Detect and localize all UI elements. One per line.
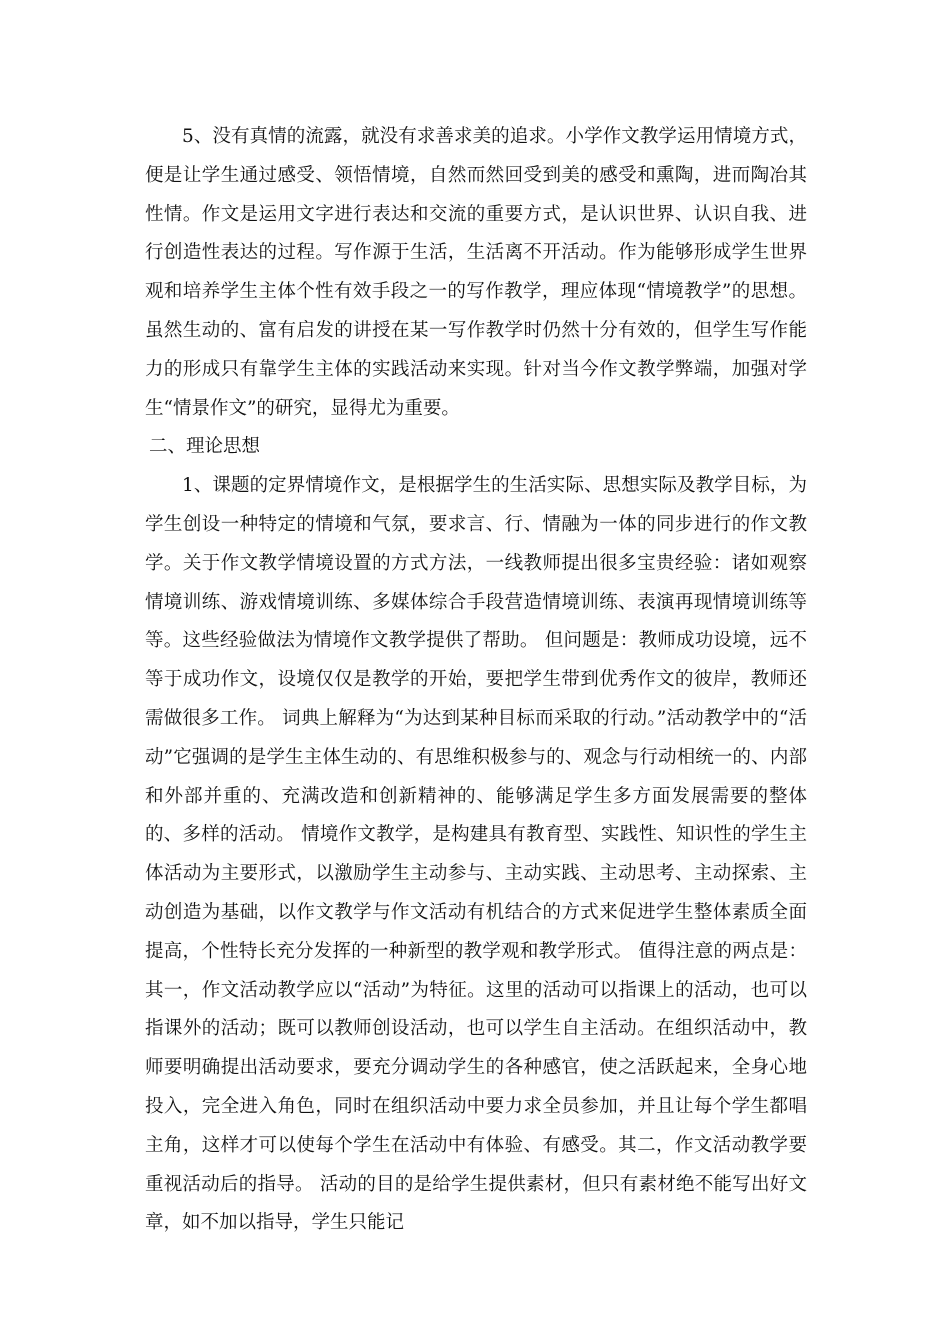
- paragraph-1: 1、课题的定界情境作文，是根据学生的生活实际、思想实际及教学目标，为学生创设一种特定的情境和气氛，要求言、行、情融为一体的同步进行的作文教学。关于作文教学情境设置的方式方法，一线教师提出很多宝贵经验：诸如观察情境训练、游戏情境训练、多媒体综合手段营造情境训练、表演再现情境训练等等。这些经验做法为情境作文教学提供了帮助。 但问题是：教师成功设境，远不等于成功作文，设境仅仅是教学的开始，要把学生带到优秀作文的彼岸，教师还需做很多工作。 词典上解释为“为达到某种目标而采取的行动。”活动教学中的“活动”它强调的是学生主体生动的、有思维积极参与的、观念与行动相统一的、内部和外部并重的、充满改造和创新精神的、能够满足学生多方面发展需要的整体的、多样的活动。 情境作文教学，是构建具有教育型、实践性、知识性的学生主体活动为主要形式，以激励学生主动参与、主动实践、主动思考、主动探索、主动创造为基础，以作文教学与作文活动有机结合的方式来促进学生整体素质全面提高，个性特长充分发挥的一种新型的教学观和教学形式。 值得注意的两点是：其一，作文活动教学应以“活动”为特征。这里的活动可以指课上的活动，也可以指课外的活动；既可以教师创设活动，也可以学生自主活动。在组织活动中，教师要明确提出活动要求，要充分调动学生的各种感官，使之活跃起来，全身心地投入，完全进入角色，同时在组织活动中要力求全员参加，并且让每个学生都唱主角，这样才可以使每个学生在活动中有体验、有感受。其二，作文活动教学要重视活动后的指导。 活动的目的是给学生提供素材，但只有素材绝不能写出好文章，如不加以指导，学生只能记: [145, 475, 807, 1234]
- section-heading: 二、理论思想: [149, 436, 261, 458]
- paragraph-5: 5、没有真情的流露，就没有求善求美的追求。小学作文教学运用情境方式，便是让学生通过感受、领悟情境，自然而然回受到美的感受和熏陶，进而陶冶其性情。作文是运用文字进行表达和交流的重要方式，是认识世界、认识自我、进行创造性表达的过程。写作源于生活，生活离不开活动。作为能够形成学生世界观和培养学生主体个性有效手段之一的写作教学，理应体现“情境教学”的思想。虽然生动的、富有启发的讲授在某一写作教学时仍然十分有效的，但学生写作能力的形成只有靠学生主体的实践活动来实现。针对当今作文教学弊端，加强对学生“情景作文”的研究，显得尤为重要。: [145, 126, 807, 419]
- document-body: [145, 118, 807, 1243]
